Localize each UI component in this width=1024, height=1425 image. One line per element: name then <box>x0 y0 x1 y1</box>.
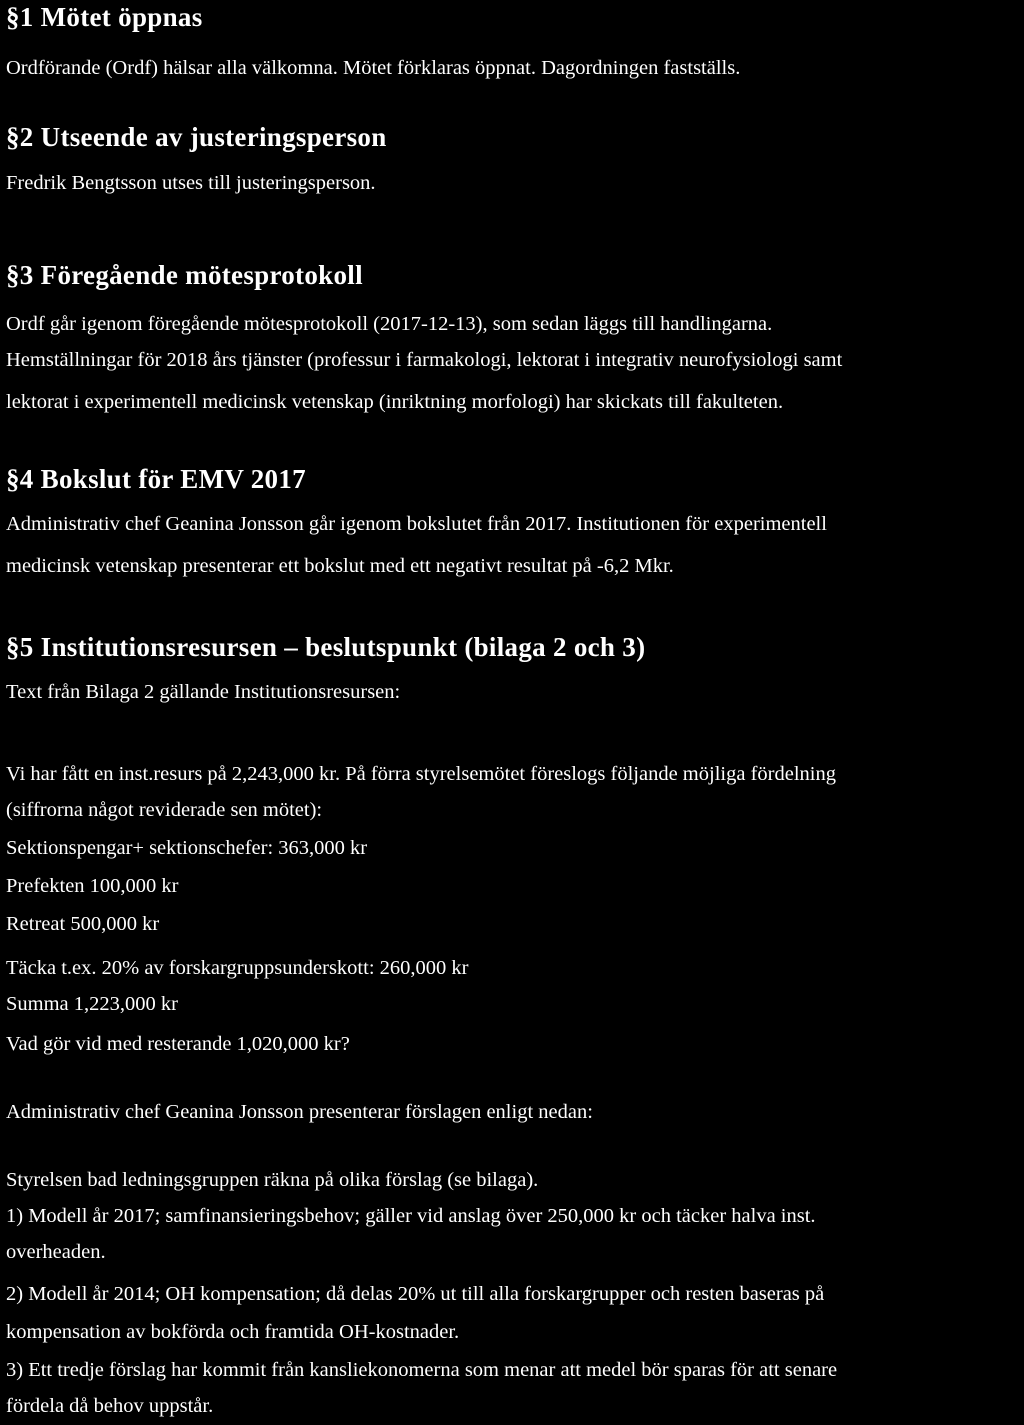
section-4-text-1: Administrativ chef Geanina Jonsson går igenom bokslutet från 2017. Institutionen för experimentell <box>6 513 827 535</box>
section-3-text-1: Ordf går igenom föregående mötesprotokoll (2017-12-13), som sedan läggs till handlingarna. <box>6 313 773 335</box>
section-1-text: Ordförande (Ordf) hälsar alla välkomna. Mötet förklaras öppnat. Dagordningen fastställs. <box>6 57 741 79</box>
section-4-text-2: medicinsk vetenskap presenterar ett bokslut med ett negativt resultat på -6,2 Mkr. <box>6 555 674 577</box>
section-4-heading: §4 Bokslut för EMV 2017 <box>6 464 306 494</box>
proposal-line: 2) Modell år 2014; OH kompensation; då delas 20% ut till alla forskargrupper och resten baseras på <box>6 1283 825 1305</box>
proposal-line: 3) Ett tredje förslag har kommit från kansliekonomerna som menar att medel bör sparas för att senare <box>6 1359 838 1381</box>
section-5-heading: §5 Institutionsresursen – beslutspunkt (bilaga 2 och 3) <box>6 632 646 662</box>
section-3-text-3: lektorat i experimentell medicinsk vetenskap (inriktning morfologi) har skickats till fakulteten. <box>6 391 784 413</box>
proposal-line: 1) Modell år 2017; samfinansieringsbehov; gäller vid anslag över 250,000 kr och täcker halva inst. <box>6 1205 816 1227</box>
proposal-line: fördela då behov uppstår. <box>6 1395 214 1417</box>
resource-line: Vi har fått en inst.resurs på 2,243,000 kr. På förra styrelsemötet föreslogs följande möjliga fördelning <box>6 763 836 785</box>
resource-line: Summa 1,223,000 kr <box>6 993 178 1015</box>
resource-line: Prefekten 100,000 kr <box>6 875 179 897</box>
section-2-text: Fredrik Bengtsson utses till justeringsperson. <box>6 172 376 194</box>
resource-line: Sektionspengar+ sektionschefer: 363,000 kr <box>6 837 368 859</box>
section-1-heading: §1 Mötet öppnas <box>6 2 203 32</box>
proposal-line: overheaden. <box>6 1241 106 1263</box>
proposal-line: kompensation av bokförda och framtida OH-kostnader. <box>6 1321 460 1343</box>
section-3-heading: §3 Föregående mötesprotokoll <box>6 260 363 290</box>
section-2-heading: §2 Utseende av justeringsperson <box>6 122 387 152</box>
resource-line: Täcka t.ex. 20% av forskargruppsunderskott: 260,000 kr <box>6 957 469 979</box>
presenter-line: Administrativ chef Geanina Jonsson presenterar förslagen enligt nedan: <box>6 1101 593 1123</box>
resource-line: (siffrorna något reviderade sen mötet): <box>6 799 323 821</box>
section-3-text-2: Hemställningar för 2018 års tjänster (professur i farmakologi, lektorat i integrativ neurofysiologi samt <box>6 349 843 371</box>
proposal-line: Styrelsen bad ledningsgruppen räkna på olika förslag (se bilaga). <box>6 1169 539 1191</box>
section-5-intro: Text från Bilaga 2 gällande Institutionsresursen: <box>6 681 401 703</box>
resource-line: Vad gör vid med resterande 1,020,000 kr? <box>6 1033 350 1055</box>
resource-line: Retreat 500,000 kr <box>6 913 160 935</box>
